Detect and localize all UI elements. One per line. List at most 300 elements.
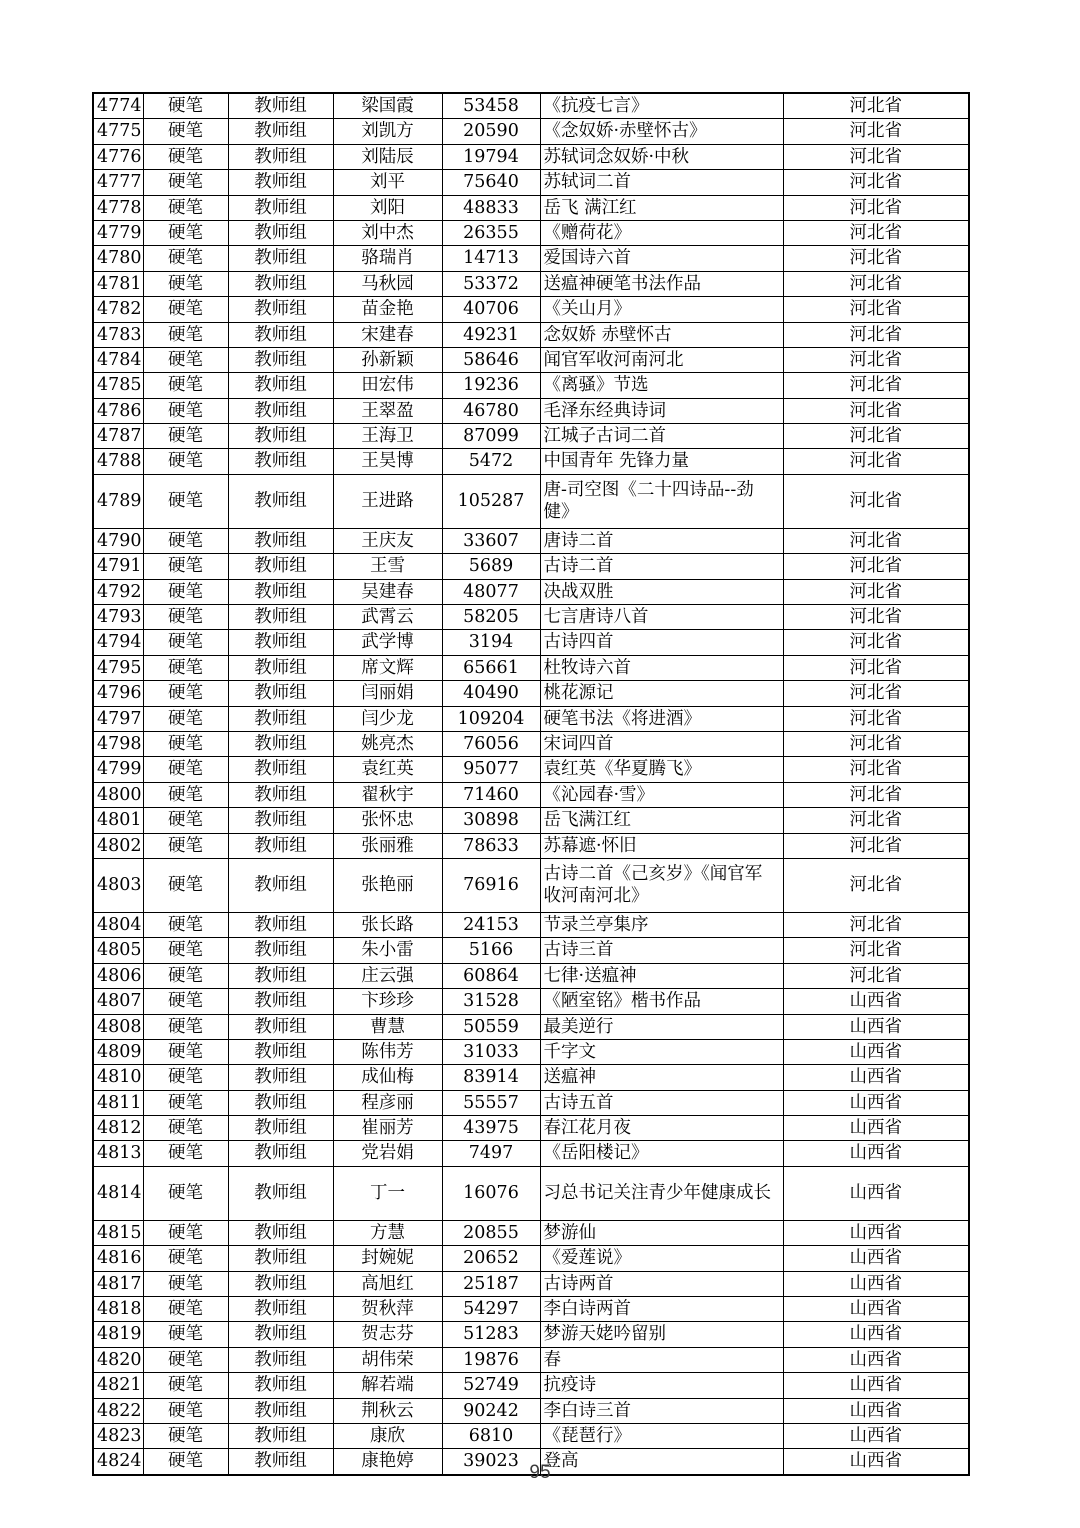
row-group: 教师组 [228,271,333,296]
row-id: 4774 [93,93,143,119]
row-code: 3194 [442,630,540,655]
row-work: 毛泽东经典诗词 [540,398,783,423]
row-work: 唐-司空图《二十四诗品--劲健》 [540,474,783,528]
row-category: 硬笔 [143,808,228,833]
row-province: 山西省 [783,1322,969,1347]
row-id: 4815 [93,1220,143,1245]
table-row [93,1347,969,1372]
row-id: 4799 [93,757,143,782]
row-work: 习总书记关注青少年健康成长 [540,1166,783,1220]
row-name: 张怀忠 [333,808,442,833]
row-category: 硬笔 [143,681,228,706]
row-code: 16076 [442,1166,540,1220]
row-group: 教师组 [228,220,333,245]
row-province: 河北省 [783,655,969,680]
row-id: 4782 [93,297,143,322]
row-id: 4792 [93,579,143,604]
row-work: 千字文 [540,1039,783,1064]
row-group: 教师组 [228,1423,333,1448]
row-work: 岳飞满江红 [540,808,783,833]
row-province: 河北省 [783,322,969,347]
table-row [93,271,969,296]
row-id: 4784 [93,347,143,372]
row-name: 宋建春 [333,322,442,347]
table-row [93,93,969,119]
row-work: 古诗五首 [540,1090,783,1115]
row-group: 教师组 [228,1065,333,1090]
row-group: 教师组 [228,579,333,604]
row-work: 古诗二首 [540,554,783,579]
row-work: 古诗二首《己亥岁》《闻官军收河南河北》 [540,858,783,912]
row-work: 七律·送瘟神 [540,963,783,988]
row-group: 教师组 [228,706,333,731]
row-name: 陈伟芳 [333,1039,442,1064]
row-code: 20652 [442,1246,540,1271]
row-code: 24153 [442,912,540,937]
row-province: 河北省 [783,347,969,372]
row-category: 硬笔 [143,1116,228,1141]
row-code: 5166 [442,938,540,963]
row-code: 20855 [442,1220,540,1245]
row-province: 河北省 [783,681,969,706]
row-group: 教师组 [228,757,333,782]
row-id: 4789 [93,474,143,528]
row-province: 河北省 [783,170,969,195]
row-id: 4785 [93,373,143,398]
row-group: 教师组 [228,938,333,963]
row-work: 节录兰亭集序 [540,912,783,937]
row-id: 4776 [93,144,143,169]
row-category: 硬笔 [143,1246,228,1271]
row-id: 4788 [93,449,143,474]
table-row [93,912,969,937]
row-work: 春江花月夜 [540,1116,783,1141]
row-group: 教师组 [228,808,333,833]
table-row [93,1322,969,1347]
row-id: 4812 [93,1116,143,1141]
row-category: 硬笔 [143,579,228,604]
table-row [93,170,969,195]
table-row [93,963,969,988]
row-work: 《爱莲说》 [540,1246,783,1271]
row-name: 庄云强 [333,963,442,988]
row-name: 荆秋云 [333,1398,442,1423]
row-work: 苏轼词二首 [540,170,783,195]
row-province: 山西省 [783,1090,969,1115]
row-category: 硬笔 [143,554,228,579]
row-category: 硬笔 [143,1347,228,1372]
row-name: 王海卫 [333,424,442,449]
row-group: 教师组 [228,655,333,680]
row-group: 教师组 [228,449,333,474]
row-work: 李白诗三首 [540,1398,783,1423]
row-name: 卞珍珍 [333,989,442,1014]
row-province: 河北省 [783,297,969,322]
row-group: 教师组 [228,347,333,372]
table-row [93,1116,969,1141]
row-id: 4777 [93,170,143,195]
row-id: 4803 [93,858,143,912]
row-name: 成仙梅 [333,1065,442,1090]
row-id: 4797 [93,706,143,731]
row-category: 硬笔 [143,271,228,296]
results-table-container [92,92,969,1476]
table-row [93,1246,969,1271]
row-code: 31528 [442,989,540,1014]
row-province: 山西省 [783,1398,969,1423]
row-work: 决战双胜 [540,579,783,604]
row-group: 教师组 [228,1141,333,1166]
row-id: 4822 [93,1398,143,1423]
row-group: 教师组 [228,144,333,169]
table-row [93,1220,969,1245]
row-work: 中国青年 先锋力量 [540,449,783,474]
results-table-body [93,93,969,1475]
row-category: 硬笔 [143,757,228,782]
row-id: 4796 [93,681,143,706]
table-row [93,528,969,553]
row-work: 古诗两首 [540,1271,783,1296]
table-row [93,1039,969,1064]
row-work: 古诗四首 [540,630,783,655]
table-row [93,424,969,449]
row-work: 《琵琶行》 [540,1423,783,1448]
row-category: 硬笔 [143,963,228,988]
row-id: 4780 [93,246,143,271]
row-work: 苏幕遮·怀旧 [540,833,783,858]
row-province: 河北省 [783,858,969,912]
row-code: 83914 [442,1065,540,1090]
row-work: 杜牧诗六首 [540,655,783,680]
table-row [93,1166,969,1220]
row-work: 苏轼词念奴娇·中秋 [540,144,783,169]
row-code: 19236 [442,373,540,398]
row-work: 抗疫诗 [540,1373,783,1398]
table-row [93,220,969,245]
row-category: 硬笔 [143,655,228,680]
row-id: 4798 [93,731,143,756]
row-category: 硬笔 [143,1322,228,1347]
row-id: 4804 [93,912,143,937]
row-group: 教师组 [228,1271,333,1296]
row-category: 硬笔 [143,605,228,630]
row-id: 4787 [93,424,143,449]
row-name: 康欣 [333,1423,442,1448]
row-province: 河北省 [783,449,969,474]
row-group: 教师组 [228,1373,333,1398]
row-province: 河北省 [783,398,969,423]
row-code: 65661 [442,655,540,680]
row-category: 硬笔 [143,93,228,119]
table-row [93,782,969,807]
row-name: 党岩娟 [333,1141,442,1166]
row-group: 教师组 [228,1116,333,1141]
row-province: 河北省 [783,271,969,296]
row-province: 山西省 [783,1449,969,1475]
row-code: 109204 [442,706,540,731]
row-name: 马秋园 [333,271,442,296]
row-province: 山西省 [783,1220,969,1245]
row-name: 刘陆辰 [333,144,442,169]
row-group: 教师组 [228,93,333,119]
row-province: 河北省 [783,246,969,271]
row-id: 4778 [93,195,143,220]
row-name: 解若端 [333,1373,442,1398]
row-group: 教师组 [228,833,333,858]
row-name: 朱小雷 [333,938,442,963]
row-id: 4808 [93,1014,143,1039]
row-work: 念奴娇 赤壁怀古 [540,322,783,347]
row-name: 姚亮杰 [333,731,442,756]
row-province: 河北省 [783,912,969,937]
row-group: 教师组 [228,119,333,144]
row-code: 78633 [442,833,540,858]
row-work: 《念奴娇·赤壁怀古》 [540,119,783,144]
row-id: 4811 [93,1090,143,1115]
row-code: 46780 [442,398,540,423]
table-row [93,630,969,655]
table-row [93,757,969,782]
row-group: 教师组 [228,630,333,655]
row-group: 教师组 [228,424,333,449]
row-category: 硬笔 [143,1297,228,1322]
row-name: 王雪 [333,554,442,579]
row-name: 吴建春 [333,579,442,604]
row-work: 唐诗二首 [540,528,783,553]
row-id: 4802 [93,833,143,858]
row-work: 桃花源记 [540,681,783,706]
row-id: 4817 [93,1271,143,1296]
table-row [93,1090,969,1115]
row-name: 席文辉 [333,655,442,680]
row-name: 程彦丽 [333,1090,442,1115]
row-group: 教师组 [228,681,333,706]
row-group: 教师组 [228,1220,333,1245]
row-category: 硬笔 [143,858,228,912]
row-category: 硬笔 [143,347,228,372]
table-row [93,1065,969,1090]
row-code: 30898 [442,808,540,833]
row-group: 教师组 [228,858,333,912]
row-code: 40490 [442,681,540,706]
row-province: 河北省 [783,195,969,220]
row-name: 方慧 [333,1220,442,1245]
row-code: 76916 [442,858,540,912]
row-name: 高旭红 [333,1271,442,1296]
row-work: 最美逆行 [540,1014,783,1039]
row-name: 胡伟荣 [333,1347,442,1372]
table-row [93,989,969,1014]
table-row [93,605,969,630]
row-work: 《赠荷花》 [540,220,783,245]
row-name: 刘平 [333,170,442,195]
row-code: 58205 [442,605,540,630]
row-category: 硬笔 [143,220,228,245]
row-province: 山西省 [783,1166,969,1220]
row-code: 53372 [442,271,540,296]
row-code: 40706 [442,297,540,322]
row-id: 4809 [93,1039,143,1064]
row-category: 硬笔 [143,144,228,169]
row-code: 75640 [442,170,540,195]
row-group: 教师组 [228,1014,333,1039]
table-row [93,833,969,858]
row-province: 山西省 [783,1297,969,1322]
table-row [93,347,969,372]
row-province: 山西省 [783,1014,969,1039]
row-work: 《抗疫七言》 [540,93,783,119]
row-name: 刘阳 [333,195,442,220]
row-work: 七言唐诗八首 [540,605,783,630]
row-name: 曹慧 [333,1014,442,1039]
row-group: 教师组 [228,474,333,528]
row-group: 教师组 [228,554,333,579]
table-row [93,322,969,347]
row-name: 王翠盈 [333,398,442,423]
row-code: 14713 [442,246,540,271]
row-category: 硬笔 [143,297,228,322]
row-group: 教师组 [228,1398,333,1423]
table-row [93,681,969,706]
table-row [93,1271,969,1296]
row-name: 苗金艳 [333,297,442,322]
row-code: 52749 [442,1373,540,1398]
table-row [93,938,969,963]
row-name: 闫少龙 [333,706,442,731]
row-code: 25187 [442,1271,540,1296]
table-row [93,1297,969,1322]
row-category: 硬笔 [143,630,228,655]
row-group: 教师组 [228,782,333,807]
row-code: 90242 [442,1398,540,1423]
row-name: 贺志芬 [333,1322,442,1347]
row-work: 梦游仙 [540,1220,783,1245]
row-category: 硬笔 [143,731,228,756]
row-id: 4786 [93,398,143,423]
row-category: 硬笔 [143,1271,228,1296]
table-row [93,1141,969,1166]
row-province: 山西省 [783,1116,969,1141]
table-row [93,1014,969,1039]
row-category: 硬笔 [143,373,228,398]
row-name: 贺秋萍 [333,1297,442,1322]
row-group: 教师组 [228,1297,333,1322]
row-group: 教师组 [228,195,333,220]
row-category: 硬笔 [143,170,228,195]
row-province: 河北省 [783,373,969,398]
row-category: 硬笔 [143,474,228,528]
row-code: 5472 [442,449,540,474]
row-name: 张艳丽 [333,858,442,912]
row-category: 硬笔 [143,833,228,858]
page-number: 95 [529,1462,551,1483]
row-work: 登高 [540,1449,783,1475]
row-category: 硬笔 [143,1373,228,1398]
row-id: 4805 [93,938,143,963]
row-id: 4800 [93,782,143,807]
row-code: 105287 [442,474,540,528]
row-province: 河北省 [783,938,969,963]
row-name: 王昊博 [333,449,442,474]
row-id: 4819 [93,1322,143,1347]
row-work: 袁红英《华夏腾飞》 [540,757,783,782]
row-name: 刘中杰 [333,220,442,245]
row-id: 4824 [93,1449,143,1475]
row-work: 《离骚》节选 [540,373,783,398]
row-province: 河北省 [783,93,969,119]
table-row [93,808,969,833]
row-id: 4820 [93,1347,143,1372]
row-code: 6810 [442,1423,540,1448]
row-name: 丁一 [333,1166,442,1220]
row-code: 58646 [442,347,540,372]
row-code: 60864 [442,963,540,988]
row-name: 袁红英 [333,757,442,782]
row-province: 河北省 [783,605,969,630]
row-group: 教师组 [228,297,333,322]
row-work: 春 [540,1347,783,1372]
row-province: 河北省 [783,424,969,449]
row-group: 教师组 [228,246,333,271]
row-province: 山西省 [783,1141,969,1166]
row-category: 硬笔 [143,1423,228,1448]
row-code: 48833 [442,195,540,220]
row-category: 硬笔 [143,938,228,963]
row-id: 4790 [93,528,143,553]
row-province: 山西省 [783,1347,969,1372]
row-id: 4801 [93,808,143,833]
row-province: 河北省 [783,757,969,782]
row-work: 《沁园春·雪》 [540,782,783,807]
row-category: 硬笔 [143,1220,228,1245]
row-province: 河北省 [783,144,969,169]
table-row [93,297,969,322]
row-work: 硬笔书法《将进酒》 [540,706,783,731]
row-name: 崔丽芳 [333,1116,442,1141]
row-category: 硬笔 [143,782,228,807]
row-code: 76056 [442,731,540,756]
row-category: 硬笔 [143,246,228,271]
row-group: 教师组 [228,1347,333,1372]
row-work: 江城子古词二首 [540,424,783,449]
row-id: 4818 [93,1297,143,1322]
table-row [93,195,969,220]
table-row [93,474,969,528]
row-id: 4783 [93,322,143,347]
row-category: 硬笔 [143,322,228,347]
table-row [93,579,969,604]
row-code: 48077 [442,579,540,604]
row-code: 26355 [442,220,540,245]
row-group: 教师组 [228,1166,333,1220]
table-row [93,119,969,144]
row-name: 王庆友 [333,528,442,553]
row-category: 硬笔 [143,1449,228,1475]
table-row [93,144,969,169]
row-category: 硬笔 [143,1014,228,1039]
row-code: 33607 [442,528,540,553]
row-group: 教师组 [228,170,333,195]
row-category: 硬笔 [143,912,228,937]
row-category: 硬笔 [143,989,228,1014]
row-category: 硬笔 [143,1398,228,1423]
row-name: 闫丽娟 [333,681,442,706]
row-code: 49231 [442,322,540,347]
table-row [93,1373,969,1398]
table-row [93,373,969,398]
table-row [93,655,969,680]
row-work: 送瘟神硬笔书法作品 [540,271,783,296]
